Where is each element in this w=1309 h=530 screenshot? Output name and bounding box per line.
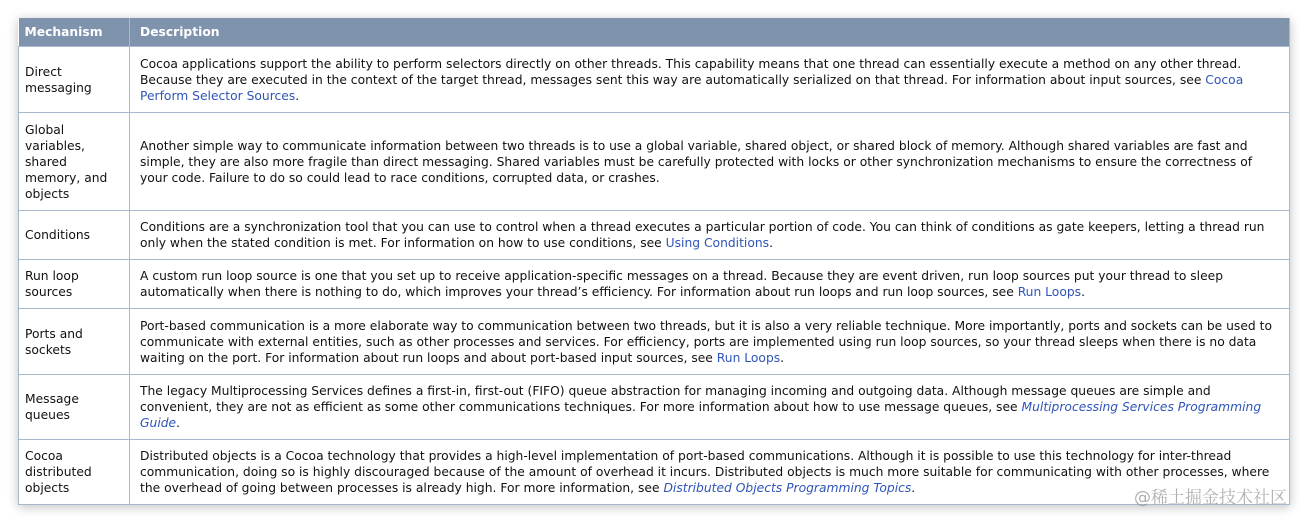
description-text: The legacy Multiprocessing Services defines a first-in, first-out (FIFO) queue abstraction for managing incoming and outgoing data. Although message queues are simple and convenient, they are not as efficient as some other communications techniques. For more information about how to use message queues, see (140, 384, 1211, 414)
mechanism-cell: Ports and sockets (19, 309, 130, 375)
doc-link[interactable]: Multiprocessing Services Programming Guide (140, 400, 1262, 430)
table-header-row (19, 18, 1290, 47)
description-cell (130, 211, 1290, 260)
doc-link[interactable]: Run Loops (716, 350, 781, 365)
doc-link[interactable]: Run Loops (1017, 285, 1082, 299)
table-row (19, 113, 1290, 211)
mechanism-cell: Cocoa distributed objects (19, 440, 130, 505)
description-cell (130, 47, 1290, 113)
description-text-end: . (176, 416, 181, 430)
table-row (19, 211, 1290, 260)
description-text-end: . (911, 481, 916, 495)
doc-link[interactable]: Using Conditions (665, 236, 770, 250)
description-text-end: . (1081, 285, 1085, 299)
mechanism-cell: Message queues (19, 375, 130, 440)
description-text: Cocoa applications support the ability to perform selectors directly on other threads. This capability means that one thread can essentially execute a method on any other thread. Because they are executed in the context of the target thread, messages sent this way are automatically serialized on that thread. For information about input sources, see (140, 56, 1242, 87)
table-row (19, 260, 1290, 309)
mechanism-cell: Global variables, shared memory, and objects (19, 113, 130, 211)
description-text: Conditions are a synchronization tool that you can use to control when a thread executes a particular portion of code. You can think of conditions as gate keepers, letting a thread run only when the stated condition is met. For information on how to use conditions, see (140, 220, 1265, 250)
table-row (19, 375, 1290, 440)
description-cell (130, 375, 1290, 440)
description-cell (130, 440, 1290, 505)
description-cell (130, 309, 1290, 375)
doc-link[interactable]: Cocoa Perform Selector Sources (140, 72, 1244, 103)
header-description: Description (130, 18, 1290, 47)
description-text-end: . (780, 350, 785, 365)
table-row (19, 309, 1290, 375)
mechanisms-table (18, 18, 1290, 505)
description-text: A custom run loop source is one that you set up to receive application-specific messages on a thread. Because they are event driven, run loop sources put your thread to sleep automatically when there is nothing to do, which improves your thread’s efficiency. For information about run loops and run loop sources, see (140, 269, 1224, 299)
description-text: Port-based communication is a more elaborate way to communication between two threads, but it is also a very reliable technique. More importantly, ports and sockets can be used to communicate with external entities, such as other processes and services. For efficiency, ports are implemented using run loop sources, so your thread sleeps when there is no data waiting on the port. For information about run loops and about port-based input sources, see (140, 318, 1272, 365)
description-cell (130, 260, 1290, 309)
watermark: @稀土掘金技术社区 (1134, 488, 1287, 508)
mechanisms-table-container (18, 18, 1290, 505)
header-mechanism: Mechanism (19, 18, 130, 47)
doc-link[interactable]: Distributed Objects Programming Topics (663, 481, 912, 495)
table-row (19, 440, 1290, 505)
description-text-end: . (769, 236, 773, 250)
table-row (19, 47, 1290, 113)
mechanism-cell: Direct messaging (19, 47, 130, 113)
description-text: Another simple way to communicate information between two threads is to use a global variable, shared object, or shared block of memory. Although shared variables are fast and simple, they are also more fragile than direct messaging. Shared variables must be carefully protected with locks or other synchronization mechanisms to ensure the correctness of your code. Failure to do so could lead to race conditions, corrupted data, or crashes. (140, 138, 1253, 185)
description-cell (130, 113, 1290, 211)
mechanism-cell: Run loop sources (19, 260, 130, 309)
description-text: Distributed objects is a Cocoa technology that provides a high-level implementation of port-based communications. Although it is possible to use this technology for inter-thread communication, doing so is highly discouraged because of the amount of overhead it incurs. Distributed objects is much more suitable for communicating with other processes, where the overhead of going between processes is already high. For more information, see (140, 449, 1270, 495)
description-text-end: . (295, 88, 300, 103)
mechanism-cell: Conditions (19, 211, 130, 260)
